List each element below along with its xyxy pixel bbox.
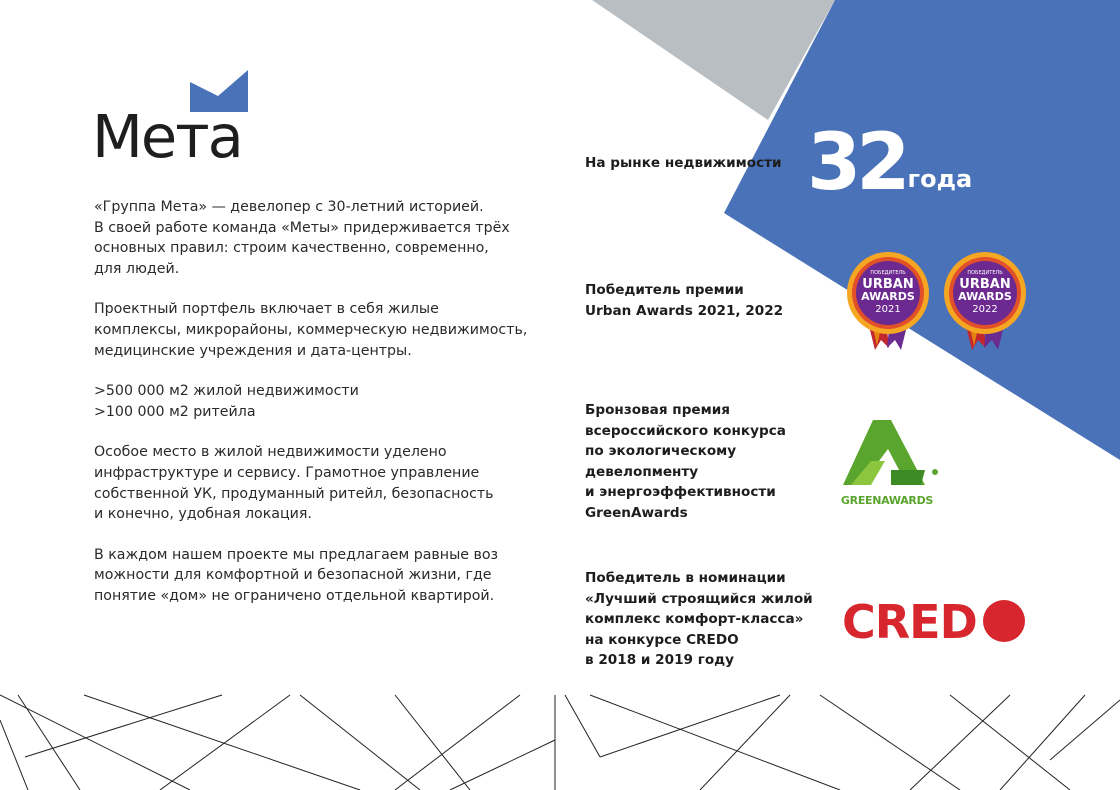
years-number: 32 <box>807 118 906 208</box>
urban-awards-medal-icon <box>845 250 931 354</box>
medal-line2: AWARDS <box>958 290 1012 303</box>
green-awards-label: Бронзовая премия всероссийского конкурса по экологическому девелопменту и энергоэффективности GreenAwards <box>585 402 786 521</box>
years-on-market <box>807 118 972 208</box>
about-paragraph: «Группа Мета» — девелопер с 30-летний историей. В своей работе команда «Меты» придерживается трёх основных правил: строим качественно, современно, для людей. <box>94 199 510 277</box>
credo-label: Победитель в номинации «Лучший строящийся жилой комплекс комфорт-класса» на конкурсе CREDO в 2018 и 2019 году <box>585 570 813 669</box>
medal-line1: URBAN <box>862 277 914 292</box>
urban-awards-label: Победитель премии Urban Awards 2021, 2022 <box>585 282 784 319</box>
about-paragraph: Проектный портфель включает в себя жилые комплексы, микрорайоны, коммерческую недвижимость, медицинские учреждения и дата-центры. <box>94 301 528 359</box>
years-unit: года <box>907 165 973 193</box>
line-pattern-left <box>0 695 555 790</box>
credo-wordmark: CRED <box>842 595 977 647</box>
credo-logo-icon <box>842 595 1032 647</box>
about-paragraph: >500 000 м2 жилой недвижимости >100 000 м2 ритейла <box>94 383 359 420</box>
logo-text: Мета <box>92 102 242 171</box>
medal-year: 2022 <box>972 304 998 315</box>
green-awards-logo-icon <box>833 415 943 510</box>
line-pattern-right <box>565 695 1120 790</box>
about-paragraph: Особое место в жилой недвижимости уделено инфраструктуре и сервису. Грамотное управление собственной УК, продуманный ритейл, безопасность и конечно, удобная локация. <box>94 444 494 523</box>
meta-logo <box>92 64 262 174</box>
green-awards-wordmark: GREENAWARDS <box>840 494 934 507</box>
medal-top-text: ПОБЕДИТЕЛЬ <box>967 270 1003 276</box>
medal-top-text: ПОБЕДИТЕЛЬ <box>870 270 906 276</box>
market-years-label: На рынке недвижимости <box>585 155 782 171</box>
medal-line2: AWARDS <box>861 290 915 303</box>
medal-line1: URBAN <box>959 277 1011 292</box>
about-section <box>94 197 564 627</box>
medal-year: 2021 <box>875 304 901 315</box>
about-paragraph: В каждом нашем проекте мы предлагаем равные воз можности для комфортной и безопасной жизни, где понятие «дом» не ограничено отдельной квартирой. <box>94 546 499 604</box>
urban-awards-medal-icon <box>942 250 1028 354</box>
